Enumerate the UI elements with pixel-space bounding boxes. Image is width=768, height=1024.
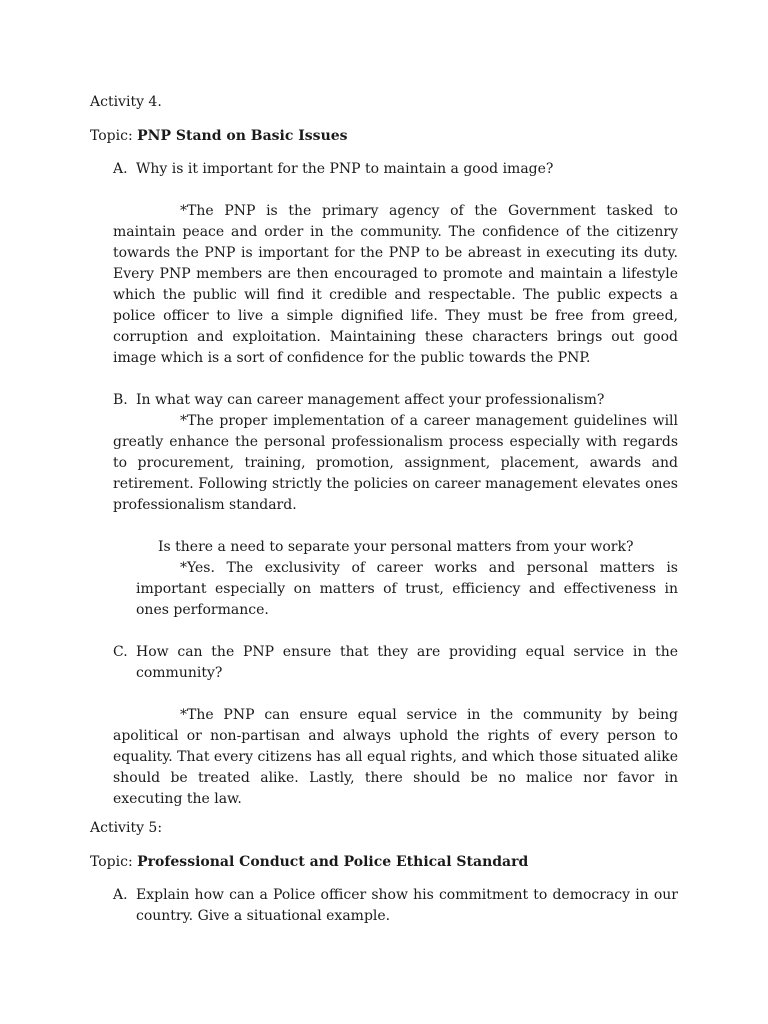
question-c: [113, 642, 678, 684]
sub-question-b: Is there a need to separate your personal matters from your work?: [158, 539, 634, 555]
activity-4-topic: [90, 126, 678, 147]
answer-a: *The PNP is the primary agency of the Government tasked to maintain peace and order in the community. The confidence of the citizenry towards the PNP is important for the PNP to be abreast in executing its duty. Every PNP members are then encouraged to promote and maintain a lifestyle which the public will find it credible and respectable. The public expects a police officer to live a simple dignified life. They must be free from greed, corruption and exploitation. Maintaining these characters brings out good image which is a sort of confidence for the public towards the PNP.: [113, 203, 678, 366]
answer-b: *The proper implementation of a career management guidelines will greatly enhance the personal professionalism process especially with regards to procurement, training, promotion, assignment, placement, awards and retirement. Following strictly the policies on career management elevates ones professionalism standard.: [113, 413, 678, 513]
document-page: [90, 92, 678, 927]
activity-5-topic: [90, 852, 678, 873]
question-text: Why is it important for the PNP to maintain a good image?: [136, 161, 554, 177]
question-text: How can the PNP ensure that they are providing equal service in the community?: [136, 644, 678, 681]
question-b: [113, 390, 678, 411]
question-letter: B.: [113, 392, 128, 408]
sub-answer-b: *Yes. The exclusivity of career works and personal matters is important especially on matters of trust, efficiency and effectiveness in ones performance.: [136, 560, 678, 618]
question-a: [113, 159, 678, 180]
question-a-activity-5: [113, 885, 678, 927]
topic-title: PNP Stand on Basic Issues: [137, 128, 348, 144]
question-letter: C.: [113, 644, 128, 660]
topic-title: Professional Conduct and Police Ethical Standard: [137, 854, 529, 870]
question-text: In what way can career management affect your professionalism?: [136, 392, 605, 408]
topic-prefix: Topic:: [90, 128, 138, 144]
activity-4-heading: Activity 4.: [90, 94, 162, 110]
question-text: Explain how can a Police officer show his commitment to democracy in our country. Give a situational example.: [136, 887, 678, 924]
question-letter: A.: [113, 161, 128, 177]
question-letter: A.: [113, 887, 128, 903]
activity-5-heading: Activity 5:: [90, 820, 163, 836]
answer-c: *The PNP can ensure equal service in the community by being apolitical or non-partisan and always uphold the rights of every person to equality. That every citizens has all equal rights, and which those situated alike should be treated alike. Lastly, there should be no malice nor favor in executing the law.: [113, 707, 678, 807]
topic-prefix: Topic:: [90, 854, 138, 870]
